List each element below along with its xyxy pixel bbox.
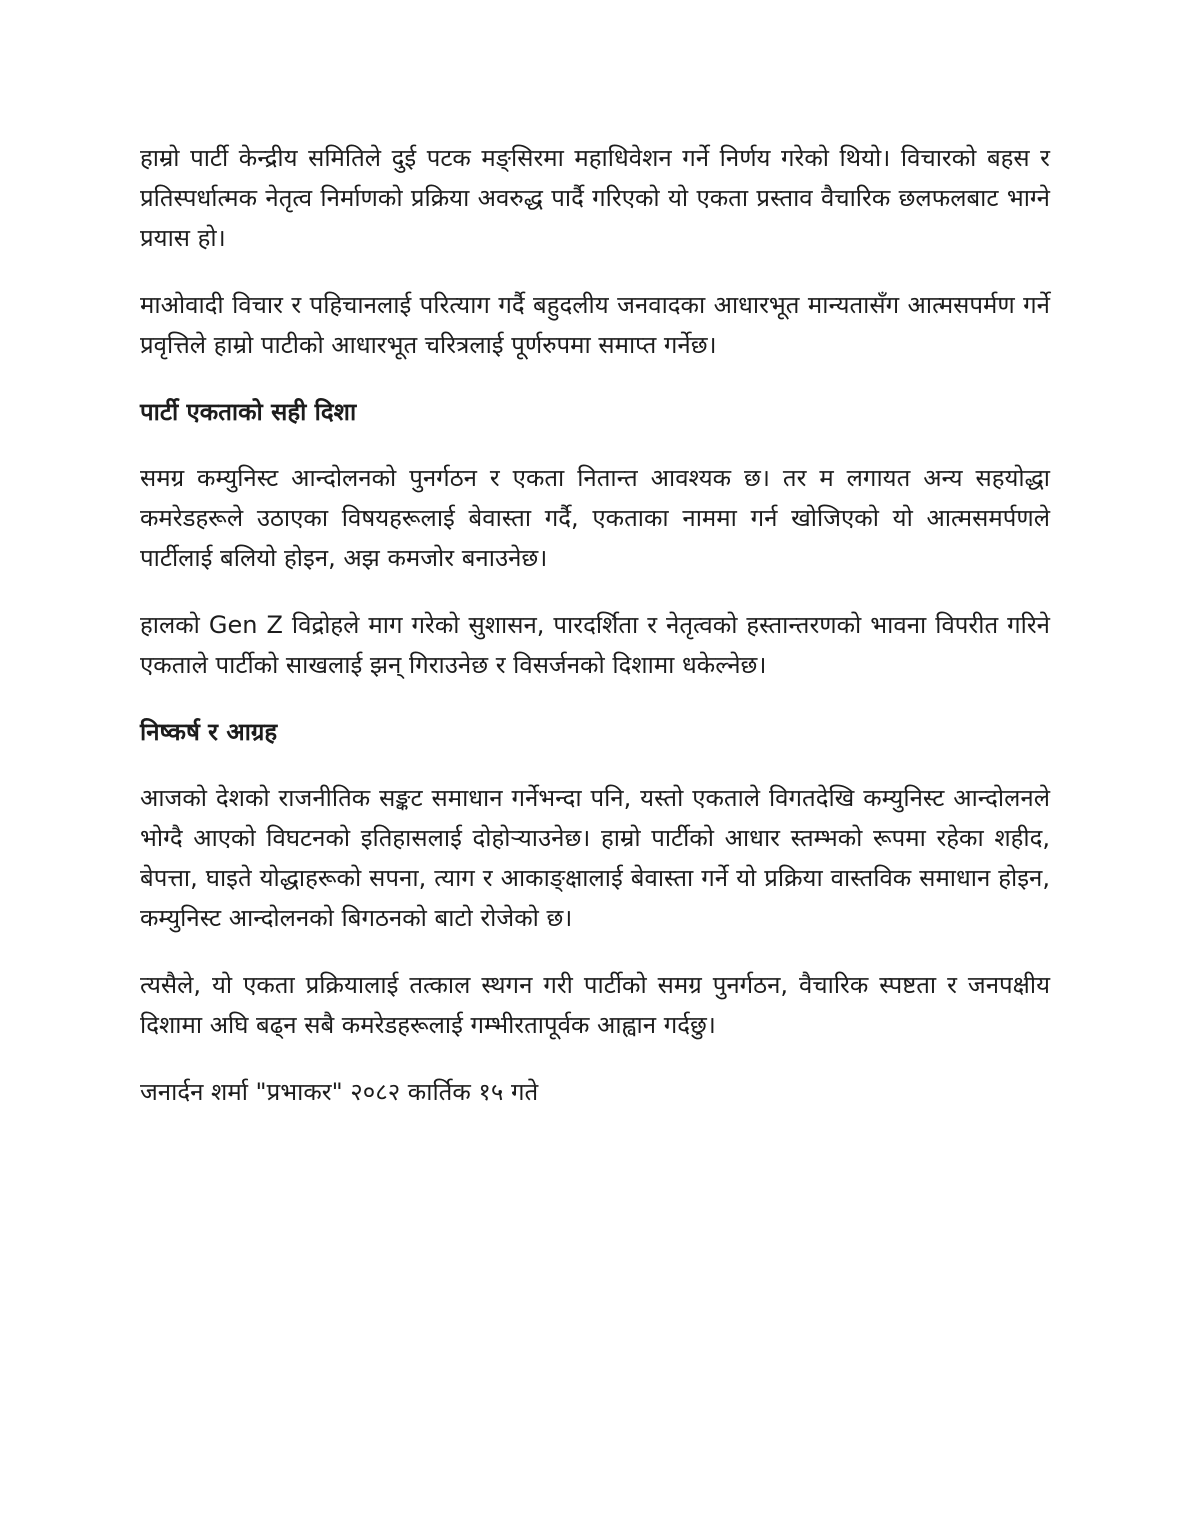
heading-party-unity-direction: पार्टी एकताको सही दिशा [140,398,357,426]
heading-conclusion-request: निष्कर्ष र आग्रह [140,718,278,746]
paragraph-crisis: आजको देशको राजनीतिक सङ्कट समाधान गर्नेभन्दा पनि, यस्तो एकताले विगतदेखि कम्युनिस्ट आन्दोलनले भोग्दै आएको विघटनको इतिहासलाई दोहोऱ्याउनेछ। हाम्रो पार्टीको आधार स्तम्भको रूपमा रहेका शहीद, बेपत्ता, घाइते योद्धाहरूको सपना, त्याग र आकाङ्क्षालाई बेवास्ता गर्ने यो प्रक्रिया वास्तविक समाधान होइन, कम्युनिस्ट आन्दोलनको बिगठनको बाटो रोजेको छ। [140,784,1050,932]
paragraph-reorganization: समग्र कम्युनिस्ट आन्दोलनको पुनर्गठन र एकता नितान्त आवश्यक छ। तर म लगायत अन्य सहयोद्धा कमरेडहरूले उठाएका विषयहरूलाई बेवास्ता गर्दै, एकताका नाममा गर्न खोजिएको यो आत्मसमर्पणले पार्टीलाई बलियो होइन, अझ कमजोर बनाउनेछ। [140,464,1050,572]
paragraph-gen-z: हालको Gen Z विद्रोहले माग गरेको सुशासन, पारदर्शिता र नेतृत्वको हस्तान्तरणको भावना विपरीत गरिने एकताले पार्टीको साखलाई झन् गिराउनेछ र विसर्जनको दिशामा धकेल्नेछ। [140,611,1050,679]
paragraph-party-decision: हाम्रो पार्टी केन्द्रीय समितिले दुई पटक मङ्सिरमा महाधिवेशन गर्ने निर्णय गरेको थियो। विचारको बहस र प्रतिस्पर्धात्मक नेतृत्व निर्माणको प्रक्रिया अवरुद्ध पार्दै गरिएको यो एकता प्रस्ताव वैचारिक छलफलबाट भाग्ने प्रयास हो। [140,144,1050,252]
paragraph-maoist-identity: माओवादी विचार र पहिचानलाई परित्याग गर्दै बहुदलीय जनवादका आधारभूत मान्यतासँग आत्मसपर्मण गर्ने प्रवृत्तिले हाम्रो पाटीको आधारभूत चरित्रलाई पूर्णरुपमा समाप्त गर्नेछ। [140,291,1050,359]
signature-line: जनार्दन शर्मा "प्रभाकर" २०८२ कार्तिक १५ गते [140,1078,539,1106]
paragraph-call-to-action: त्यसैले, यो एकता प्रक्रियालाई तत्काल स्थगन गरी पार्टीको समग्र पुनर्गठन, वैचारिक स्पष्टता र जनपक्षीय दिशामा अघि बढ्न सबै कमरेडहरूलाई गम्भीरतापूर्वक आह्वान गर्दछु। [140,971,1050,1039]
document-page [140,138,1050,1112]
